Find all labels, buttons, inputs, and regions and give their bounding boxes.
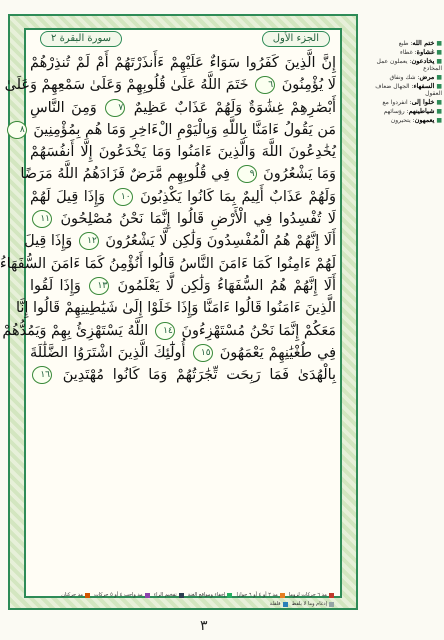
verse-line: الَّذِينَ ءَامَنُوا قَالُوا ءَامَنَّا وَإِذَا خَلَوْا إِلَىٰ شَيَٰطِينِهِمْ قَالُوا إِنَّا <box>16 300 336 317</box>
legend-item: مد ٦ حركات لزوما <box>289 592 334 599</box>
verse-line: أَلَا إِنَّهُمْ هُمُ الْمُفْسِدُونَ وَلَٰكِن لَّا يَشْعُرُونَ ١٢ وَإِذَا قِيلَ <box>24 233 336 250</box>
glossary-entry: ■ يعمهون: يتحيرون <box>390 116 442 124</box>
legend-swatch <box>329 593 334 598</box>
verse-line: بِالْهُدَىٰ فَمَا رَبِحَت تِّجَٰرَتُهُمْ وَمَا كَانُوا مُهْتَدِينَ ١٦ <box>30 364 336 386</box>
glossary-entry: ■ شياطينهم: رؤسائهم <box>383 107 442 115</box>
glossary-entry: ■ مرض: شك ونفاق <box>389 73 442 81</box>
legend-swatch <box>145 593 150 598</box>
bullet-icon: ■ <box>436 117 442 124</box>
juz-label: الجزء الأول <box>262 31 330 47</box>
verse-line: لَا تُفْسِدُوا فِي الْأَرْضِ قَالُوا إِنَّمَا نَحْنُ مُصْلِحُونَ ١١ <box>30 208 336 230</box>
legend-swatch <box>329 602 334 607</box>
verse-line: فِي طُغْيَٰنِهِمْ يَعْمَهُونَ ١٥ أُولَٰٓئِكَ الَّذِينَ اشْتَرَوُا الضَّلَٰلَةَ <box>30 344 337 361</box>
verse-line: لَهُمْ ءَامِنُوا كَمَا ءَامَنَ النَّاسُ قَالُوا أَنُؤْمِنُ كَمَا ءَامَنَ السُّفَهَاءُ <box>0 255 336 272</box>
surah-number: ٢ <box>51 33 57 44</box>
glossary-entry: ■ ختم الله: طبع <box>398 39 442 47</box>
verse-line: أَلَا إِنَّهُمْ هُمُ السُّفَهَاءُ وَلَٰكِن لَّا يَعْلَمُونَ ١٣ وَإِذَا لَقُوا <box>30 277 337 294</box>
legend-swatch <box>179 593 184 598</box>
ayah-marker: ١٦ <box>32 366 52 384</box>
verse-line: مَعَكُمْ إِنَّمَا نَحْنُ مُسْتَهْزِءُونَ ١٤ اللَّهُ يَسْتَهْزِئُ بِهِمْ وَيَمُدُّهُمْ <box>2 322 336 339</box>
surah-label <box>40 31 122 47</box>
legend-swatch <box>85 593 90 598</box>
glossary-entry: ■ غشاوة: غطاء <box>400 48 442 56</box>
page-header <box>40 30 330 48</box>
glossary-entry: ■ خلوا إلى: انفردوا مع <box>382 98 442 106</box>
glossary-entry: ■ السفهاء: الجهال ضعاف العقول <box>375 82 442 97</box>
verse-line: وَمَا يَشْعُرُونَ ٩ فِي قُلُوبِهِم مَّرَضٌ فَزَادَهُمُ اللَّهُ مَرَضًا <box>20 166 336 183</box>
glossary-entry: ■ يخادعون: يعملون عمل المخادع <box>376 57 442 72</box>
ayah-marker: ٦ <box>255 76 275 94</box>
legend-item: تفخيم الراء <box>154 592 184 599</box>
verse-line: أَبْصَٰرِهِمْ غِشَٰوَةٌ وَلَهُمْ عَذَابٌ عَظِيمٌ ٧ وَمِنَ النَّاسِ <box>30 99 336 116</box>
verse-line: لَا يُؤْمِنُونَ ٦ خَتَمَ اللَّهُ عَلَىٰ قُلُوبِهِمْ وَعَلَىٰ سَمْعِهِمْ وَعَلَىٰ <box>4 77 336 94</box>
bullet-icon: ■ <box>436 83 442 90</box>
ayah-marker: ٨ <box>7 121 27 139</box>
ayah-marker: ١٥ <box>193 344 213 362</box>
legend-item: مد ٢ أو ٤ أو ٦ جوازا <box>236 592 284 599</box>
verse-line: مَن يَقُولُ ءَامَنَّا بِاللَّهِ وَبِالْيَوْمِ الْءَاخِرِ وَمَا هُم بِمُؤْمِنِينَ ٨ <box>30 119 336 141</box>
legend-swatch <box>283 602 288 607</box>
legend-item: مد واجب ٤ أو ٥ حركات <box>94 592 150 599</box>
verse-line: إِنَّ الَّذِينَ كَفَرُوا سَوَاءٌ عَلَيْهِمْ ءَأَنذَرْتَهُمْ أَمْ لَمْ تُنذِرْهُمْ <box>30 55 336 71</box>
bullet-icon: ■ <box>436 40 442 47</box>
legend-swatch <box>227 593 232 598</box>
quran-text <box>0 52 337 588</box>
bullet-icon: ■ <box>436 58 442 65</box>
legend-swatch <box>280 593 285 598</box>
margin-glossary <box>362 40 442 340</box>
ayah-marker: ٩ <box>237 165 257 183</box>
tajweed-legend <box>30 592 334 608</box>
legend-item: مد حركتان <box>61 592 90 599</box>
ayah-marker: ٧ <box>105 99 125 117</box>
legend-item: قلقلة <box>270 601 288 608</box>
page-number: ٣ <box>200 618 208 634</box>
ayah-marker: ١٠ <box>113 188 133 206</box>
bullet-icon: ■ <box>436 49 442 56</box>
ayah-marker: ١٢ <box>79 232 99 250</box>
verse-line: وَلَهُمْ عَذَابٌ أَلِيمٌ بِمَا كَانُوا يَكْذِبُونَ ١٠ وَإِذَا قِيلَ لَهُمْ <box>30 188 336 205</box>
bullet-icon: ■ <box>436 108 442 115</box>
verse-line: يُخَٰدِعُونَ اللَّهَ وَالَّذِينَ ءَامَنُوا وَمَا يَخْدَعُونَ إِلَّا أَنفُسَهُمْ <box>30 144 336 161</box>
bullet-icon: ■ <box>436 99 442 106</box>
ayah-marker: ١٣ <box>89 277 109 295</box>
bullet-icon: ■ <box>436 74 442 81</box>
legend-item: إخفاء ومواقع الغنة <box>188 592 233 599</box>
surah-name: سورة البقرة <box>59 33 112 44</box>
ayah-marker: ١٤ <box>155 322 175 340</box>
ayah-marker: ١١ <box>32 210 52 228</box>
legend-item: إدغام وما لا يلفظ <box>292 601 334 608</box>
